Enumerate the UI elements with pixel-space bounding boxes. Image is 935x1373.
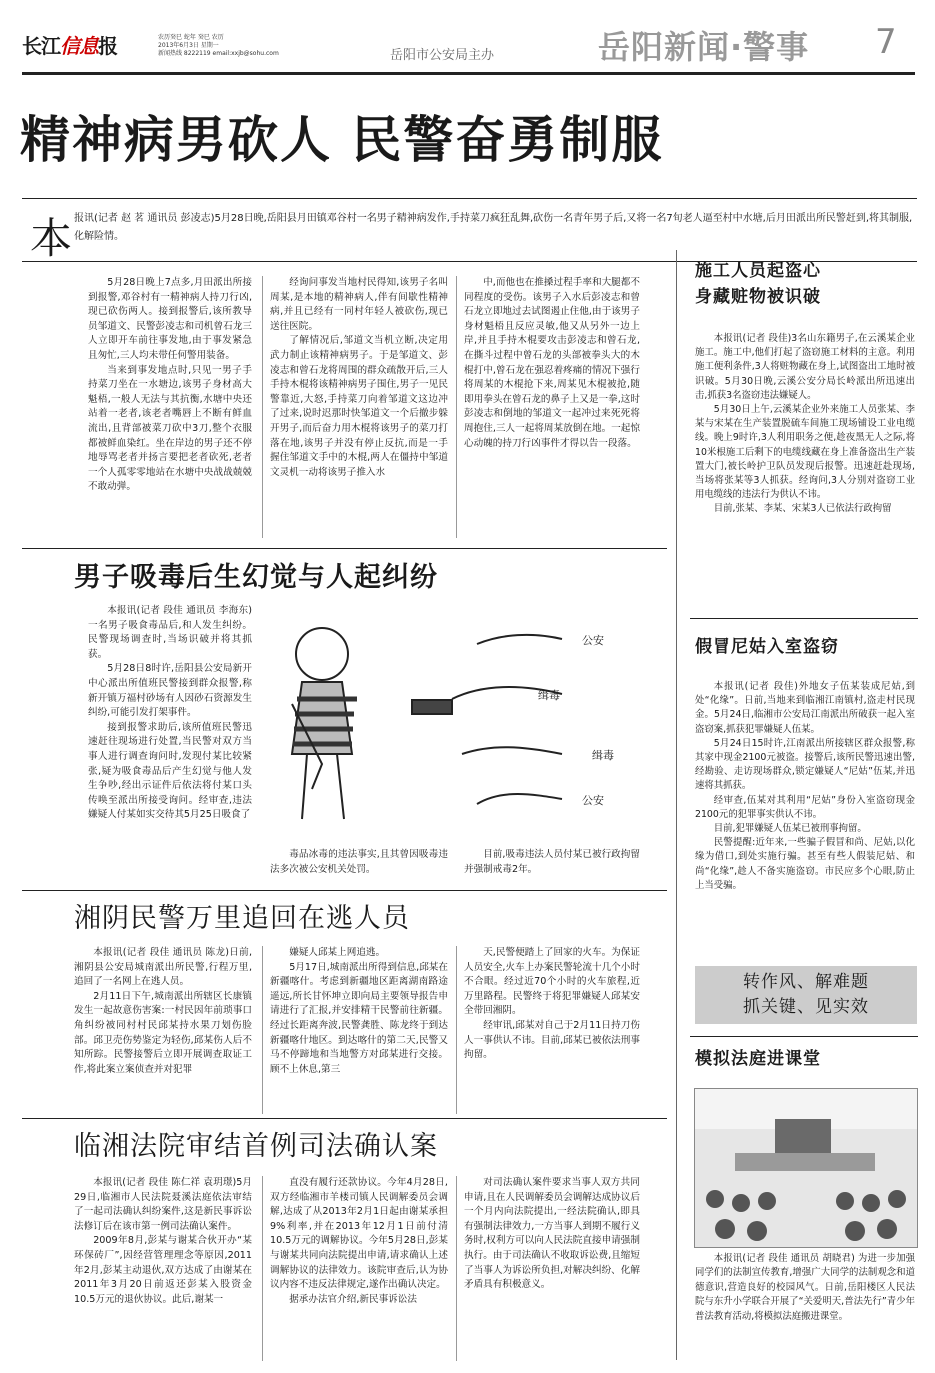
dropcap: 本	[30, 214, 73, 263]
paper-logo	[22, 30, 117, 59]
main-lead: 报讯(记者 赵 茗 通讯员 彭凌志)5月28日晚,岳阳县月田镇邓谷村一名男子精神病发作,手持菜刀疯狂乱舞,砍伤一名青年男子后,又将一名7旬老人逼至村中水塘,后月田派出所民警赶到,将其制服,化解险情。	[74, 213, 913, 242]
label-text: 缉毒	[538, 689, 560, 702]
hand-1	[477, 635, 562, 644]
hand-3	[462, 747, 562, 754]
sidebar1-para: 5月30日上午,云溪某企业外来施工人员张某、李某与宋某在生产装置脱硫车间施工现场铺设工业电缆线。晚上9时许,3人利用职务之便,趁夜黑无人之际,将10米根施工后剩下的电缆线藏在身上准备盗出生产装置大门,被长岭护卫队员发现后报警。迅速赶赴现场,当场将张某等3人抓获。经询问,3人分别对盗窃工业用电缆线的违法行为供认不讳。	[695, 404, 915, 501]
figure-head	[296, 628, 348, 680]
slogan-box	[695, 966, 917, 1024]
xiangyin-col2-para: 嫌疑人邱某上网追逃。	[289, 947, 386, 958]
label-text: 公安	[582, 634, 604, 647]
court-col1-para: 2009年8月,彭某与谢某合伙开办“某环保砖厂”,因经营管理理念等原因,2011年2月,彭某主动退伙,双方达成了由谢某在2011年3月20日前返还彭某入股资金10.5万元的退伙协议。此后,谢某一	[74, 1235, 252, 1305]
drug-col1-para: 本报讯(记者 段佳 通讯员 李海东)一名男子吸食毒品后,和人发生纠纷。民警现场调查时,当场识破并将其抓获。	[88, 605, 252, 660]
xiangyin-col-2	[270, 946, 448, 1077]
masthead-info	[158, 34, 288, 58]
xiangyin-col-1	[74, 946, 252, 1077]
drug-headline: 男子吸毒后生幻觉与人起纠纷	[74, 562, 438, 593]
main-col1-para: 5月28日晚上7点多,月田派出所接到报警,邓谷村有一精神病人持刀行凶,现已砍伤两人。接到报警后,该所教导员邹道文、民警彭凌志和司机曾石龙三人立即开车前往事发地,由于事发紧急且匆忙,三人均未带任何警用装备。	[88, 277, 252, 361]
divider	[262, 946, 263, 1114]
section-rule	[22, 1118, 667, 1119]
xiangyin-col3-para: 经审讯,邱某对自己于2月11日持刀伤人一事供认不讳。目前,邱某已被依法刑事拘留。	[464, 1019, 640, 1061]
main-col2-para: 经询问事发当地村民得知,该男子名叫周某,是本地的精神病人,伴有间歇性精神病,并且已经有一同村年轻人被砍伤,现已送往医院。	[270, 277, 448, 332]
divider	[262, 276, 263, 538]
xiangyin-col-3	[464, 946, 640, 1063]
main-headline: 精神病男砍人 民警奋勇制服	[20, 111, 664, 169]
info-line3: 新闻热线 8222119 email:xxjb@sohu.com	[158, 50, 279, 57]
divider	[456, 1176, 457, 1361]
drug-col2-para: 毒品冰毒的违法事实,且其曾因吸毒违法多次被公安机关处罚。	[270, 849, 448, 875]
sidebar2-para: 目前,犯罪嫌疑人伍某已被刑事拘留。	[713, 823, 867, 835]
court-col1-para: 本报讯(记者 段佳 陈仁祥 袁玥璟)5月29日,临湘市人民法院聂溪法庭依法审结了一起司法确认纠纷案件,这是新民事诉讼法修订后在该市第一例司法确认案件。	[74, 1177, 252, 1232]
divider	[456, 946, 457, 1114]
court-col2-para: 据承办法官介绍,新民事诉讼法	[289, 1293, 417, 1305]
xiangyin-headline: 湘阴民警万里追回在逃人员	[74, 903, 410, 934]
main-col1-para: 当来到事发地点时,只见一男子手持菜刀坐在一水塘边,该男子身材高大魁梧,一般人无法与其抗衡,水塘中央还站着一老者,该老者嘴唇上不断有鲜血流出,且背部被菜刀砍中3刀,整个衣服都被鲜血染红。坐在岸边的男子还不停地辱骂老者并扬言要把老者砍死,老者一个人孤零零地站在水塘中央战战兢兢不敢动弹。	[88, 364, 252, 493]
court-col3-para: 对司法确认案件要求当事人双方共同申请,且在人民调解委员会调解达成协议后一个月内向法院提出,一经法院确认,即具有强制法律效力,一方当事人到期不履行义务时,权利方可以向人民法院直接申请强制执行。由于司法确认不收取诉讼费,且缩短了当事人为诉讼所负担,对解决纠纷、化解矛盾具有积极意义。	[464, 1177, 640, 1291]
divider	[456, 276, 457, 538]
sidebar2-para: 本报讯(记者 段佳)外地女子伍某装成尼姑,到处“化缘”。日前,当地来到临湘江南镇村,盗走村民现金。5月24日,临湘市公安局江南派出所破获一起入室盗窃案,抓获犯罪嫌疑人伍某。	[695, 681, 915, 735]
screen-shape	[775, 1119, 831, 1153]
main-col2-para: 了解情况后,邹道文当机立断,决定用武力制止该精神病男子。于是邹道文、彭凌志和曾石龙将周围的群众疏散开后,三人手持木棍将该精神病男子围住,男子一见民警靠近,大怒,手持菜刀向着邹道文这边冲了过来,说时迟那时快邹道文一个后撤步躲开男子,而后奋力用木棍将该男子的菜刀打落在地,该男子并没有停止反抗,而是一手握住邹道文手中的木棍,两人在僵持中邹道文灵机一动将该男子推入水	[270, 335, 448, 478]
main-col3-para: 中,而他也在推搡过程手率和大腿都不同程度的受伤。该男子入水后彭凌志和曾石龙立即地过去试图遏止住他,由于该男子身材魁梧且反应灵敏,他又从另外一边上岸,并且手持木棍要攻击彭凌志和曾石龙,在撕斗过程中曾石龙的头部被拳头大的木棍打中,曾石龙在强忍着疼痛的情况下强行将周某的木棍抢下来,周某见木棍被抢,随即用拳头在曾石龙的鼻子上又是一拳,这时彭凌志和倒地的邹道文一起冲过来死死将周抱住,三人一起将周某放倒在地。一起惊心动魄的持刀行凶事件才得以告一段落。	[464, 277, 640, 449]
info-line2: 2013年6月3日 星期一	[158, 42, 219, 49]
logo-text-c: 报	[98, 34, 117, 58]
slogan-line: 转作风、解难题	[743, 972, 869, 992]
logo-text-b: 信息	[60, 34, 98, 58]
xiangyin-col3-para: 天,民警便踏上了回家的火车。为保证人员安全,火车上办案民警轮流十几个小时不合眼。经过近70个小时的火车旅程,近万里路程。民警终于将犯罪嫌疑人邱某安全带回湘阴。	[464, 947, 640, 1017]
sidebar2-para: 经审查,伍某对其利用“尼姑”身份入室盗窃现金2100元的犯罪事实供认不讳。	[695, 794, 915, 820]
desk-shape	[735, 1153, 875, 1171]
section-title: 岳阳新闻·警事	[598, 28, 810, 66]
photo-svg	[695, 1089, 917, 1247]
classroom-photo	[694, 1088, 918, 1248]
info-line1: 农历癸巳 蛇年 癸巳 农历	[158, 34, 224, 41]
section-rule	[690, 1036, 918, 1037]
logo-text-a: 长江	[22, 34, 60, 58]
court-col-1	[74, 1176, 252, 1307]
sidebar2-para: 民警提醒:近年来,一些骗子假冒和尚、尼姑,以化缘为借口,到处实施行骗。甚至有些人假装尼姑、和尚“化缘”,趁人不备实施盗窃。市民应多个心眼,防止上当受骗。	[695, 837, 915, 891]
top-rule	[22, 72, 915, 75]
court-col-2	[270, 1176, 448, 1307]
drug-col-2	[270, 848, 448, 877]
xiangyin-col1-para: 本报讯(记者 段佳 通讯员 陈龙)日前,湘阴县公安局城南派出所民警,行程万里,追回了一名网上在逃人员。	[74, 947, 252, 988]
sidebar-story-1	[695, 332, 915, 517]
page-number: 7	[875, 22, 897, 62]
sidebar-headline-1	[695, 258, 821, 310]
divider	[262, 1176, 263, 1361]
sidebar-headline-3: 模拟法庭进课堂	[695, 1049, 821, 1069]
drug-col3-para: 目前,吸毒违法人员付某已被行政拘留并强制戒毒2年。	[464, 849, 640, 875]
section-rule	[22, 548, 667, 549]
headline-line: 身藏赃物被识破	[695, 287, 821, 307]
sidebar1-para: 本报讯(记者 段佳)3名山东籍男子,在云溪某企业施工。施工中,他们打起了盗窃施工材料的主意。利用施工便利条件,3人将赃物藏在身上,试图盗出工地时被识破。5月30日晚,云溪公安分局长岭派出所迅速出击,抓获3名盗窃违法嫌疑人。	[695, 333, 915, 401]
drug-col1-para: 接到报警求助后,该所值班民警迅速赶往现场进行处置,当民警对双方当事人进行调查询问时,发现付某比较紧张,疑为吸食毒品后产生幻觉与他人发生争吵,经出示证件后依法将付某口头传唤至派出所接受询问。经审查,违法嫌疑人付某如实交待其5月25日吸食了	[88, 721, 252, 821]
figure-legs	[302, 754, 344, 819]
drug-col-3	[464, 848, 640, 877]
drug-col-1	[88, 604, 252, 823]
slogan-line: 抓关键、见实效	[743, 997, 869, 1017]
court-headline: 临湘法院审结首例司法确认案	[74, 1131, 438, 1162]
main-col-1	[88, 276, 252, 495]
main-col-3	[464, 276, 640, 451]
label-text: 缉毒	[592, 749, 614, 762]
handcuff	[412, 700, 452, 714]
drug-illustration	[262, 604, 642, 842]
sidebar1-para: 目前,张某、李某、宋某3人已依法行政拘留	[713, 503, 892, 515]
main-col-2	[270, 276, 448, 480]
court-col2-para: 直没有履行还款协议。今年4月28日,双方经临湘市羊楼司镇人民调解委员会调解,达成了从2013年2月1日起由谢某承担9%利率,并在2013年12月1日前付清10.5万元的调解协议。今年5月28日,彭某与谢某共同向法院提出申请,请求确认上述调解协议的法律效力。该院审查后,认为协议内容不违反法律规定,遂作出确认决定。	[270, 1177, 448, 1291]
xiangyin-col1-para: 2月11日下午,城南派出所辖区长康镇发生一起故意伤害案:一村民因年前琐事口角纠纷被同村村民邱某持水果刀划伤脸部。邱卫売伤势鉴定为轻伤,邱某伤人后不知所踪。民警接警后立即开展调查取证工作,将此案立案侦查并对犯罪	[74, 990, 252, 1075]
hand-4	[477, 794, 562, 804]
sidebar-divider	[676, 250, 677, 1360]
xiangyin-col2-para: 5月17日,城南派出所得到信息,邱某在新疆喀什。考虑到新疆地区距离湖南路途遥远,所长甘怀坤立即向局主要领导报告申请进行了汇报,并安排精干民警前往新疆。经过长距离奔波,民警龚胜、陈龙终于到达新疆喀什地区。到达喀什的第二天,民警又马不停蹄地和当地警方对邱某进行交接。顾不上休息,第三	[270, 961, 448, 1075]
sponsor-text: 岳阳市公安局主办	[390, 48, 495, 63]
section-rule	[22, 890, 667, 891]
sidebar-story-3	[695, 1252, 915, 1324]
cartoon-svg	[262, 604, 642, 842]
court-col-3	[464, 1176, 640, 1293]
sidebar-story-2	[695, 680, 915, 893]
section-rule	[690, 618, 918, 619]
sidebar3-caption: 本报讯(记者 段佳 通讯员 胡晓君) 为进一步加强同学们的法制宣传教育,增强广大同学的法制观念和道德意识,营造良好的校园风气。日前,岳阳楼区人民法院与东升小学联合开展了“关爱明天,普法先行”青少年普法教育活动,将模拟法庭搬进课堂。	[695, 1253, 915, 1322]
sidebar-headline-2: 假冒尼姑入室盗窃	[695, 637, 839, 657]
drug-col1-para: 5月28日8时许,岳阳县公安局新开中心派出所值班民警接到群众报警,称新开镇万福村砂场有人因砂石资源发生纠纷,可能引发打架事件。	[88, 663, 252, 719]
sidebar2-para: 5月24日15时许,江南派出所接辖区群众报警,称其家中现金2100元被盗。接警后,该所民警迅速出警,经勘验、走访现场群众,锁定嫌疑人“尼姑”伍某,并迅速将其抓获。	[695, 737, 915, 792]
headline-line: 施工人员起盗心	[695, 261, 821, 281]
label-text: 公安	[582, 794, 604, 807]
